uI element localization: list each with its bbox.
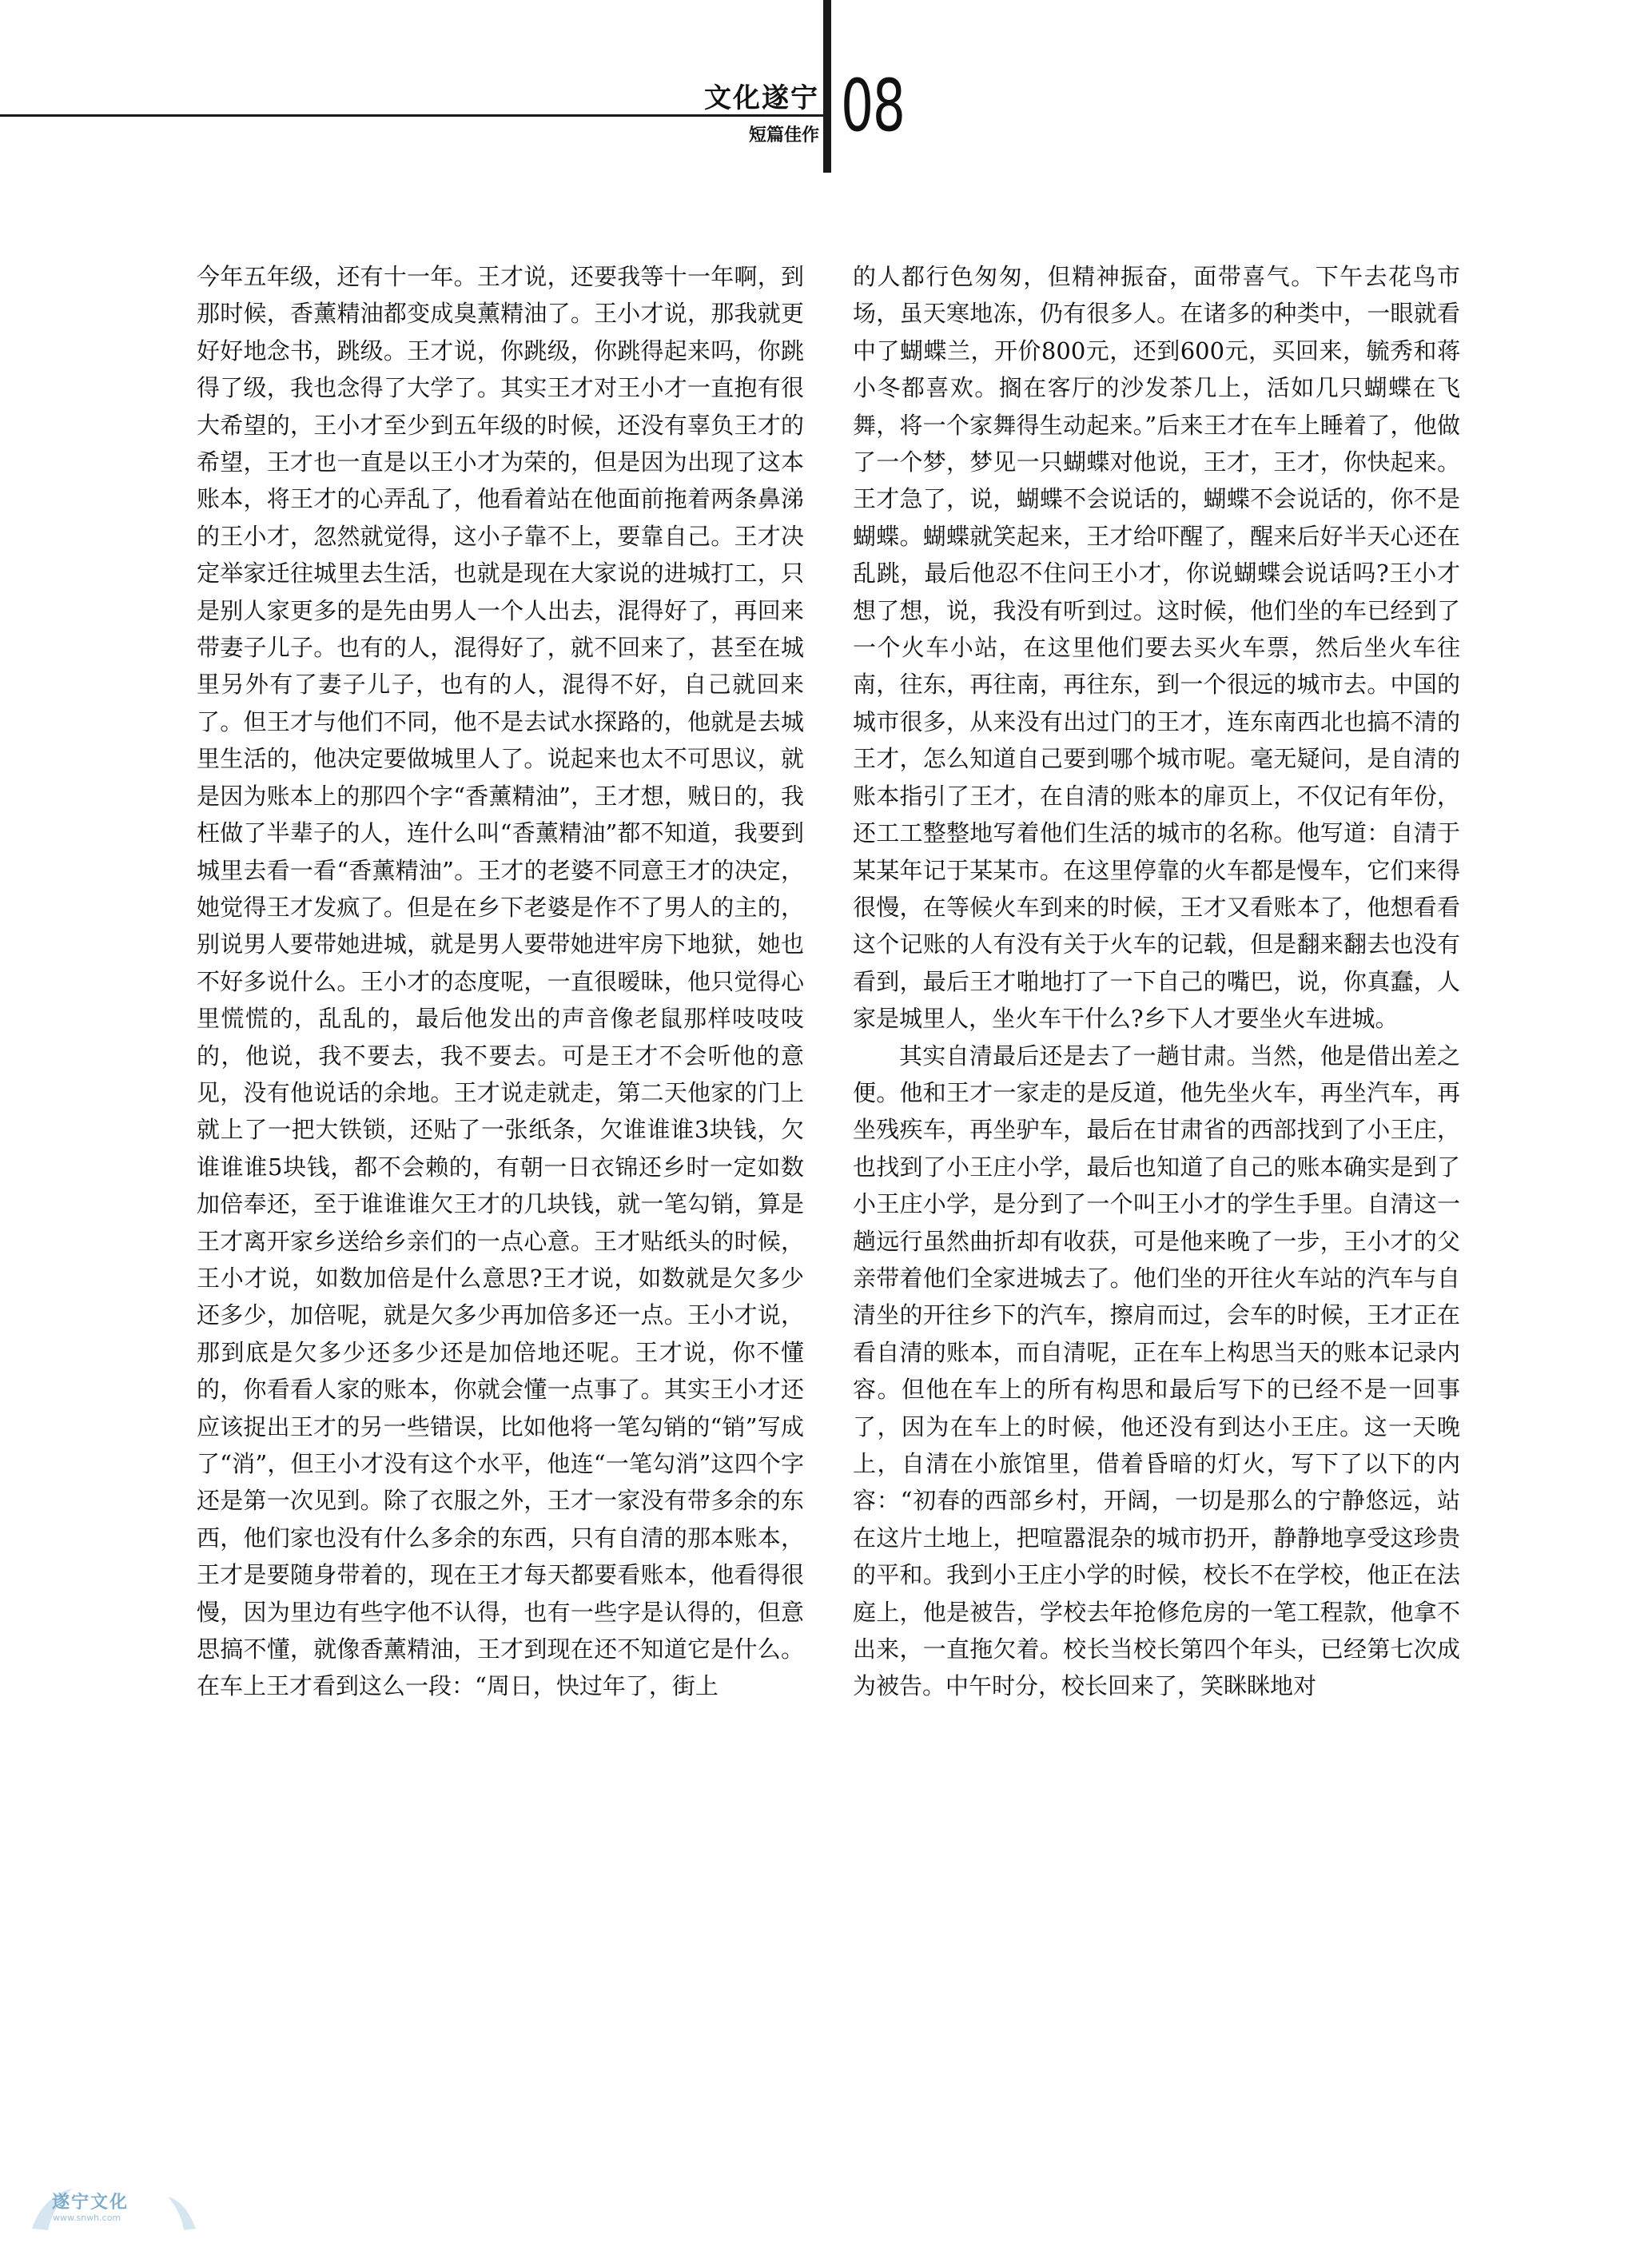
text-column-right xyxy=(853,258,1460,2017)
logo-text: 遂宁文化 xyxy=(52,2193,129,2213)
section-title: 文化遂宁 xyxy=(704,82,819,114)
page-number: 08 xyxy=(841,64,905,148)
section-subtitle: 短篇佳作 xyxy=(748,125,819,145)
text-column-left xyxy=(197,258,804,2017)
paragraph: 的人都行色匆匆，但精神振奋，面带喜气。下午去花鸟市场，虽天寒地冻，仍有很多人。在诸多的种类中，一眼就看中了蝴蝶兰，开价800元，还到600元，买回来，毓秀和蒋小冬都喜欢。搁在客厅的沙发茶几上，活如几只蝴蝶在飞舞，将一个家舞得生动起来。”后来王才在车上睡着了，他做了一个梦，梦见一只蝴蝶对他说，王才，王才，你快起来。王才急了，说，蝴蝶不会说话的，蝴蝶不会说话的，你不是蝴蝶。蝴蝶就笑起来，王才给吓醒了，醒来后好半天心还在乱跳，最后他忍不住问王小才，你说蝴蝶会说话吗?王小才想了想，说，我没有听到过。这时候，他们坐的车已经到了一个火车小站，在这里他们要去买火车票，然后坐火车往南，往东，再往南，再往东，到一个很远的城市去。中国的城市很多，从来没有出过门的王才，连东南西北也搞不清的王才，怎么知道自己要到哪个城市呢。毫无疑问，是自清的账本指引了王才，在自清的账本的扉页上，不仅记有年份，还工工整整地写着他们生活的城市的名称。他写道：自清于某某年记于某某市。在这里停靠的火车都是慢车，它们来得很慢，在等候火车到来的时候，王才又看账本了，他想看看这个记账的人有没有关于火车的记载，但是翻来翻去也没有看到，最后王才啪地打了一下自己的嘴巴，说，你真蠢，人家是城里人，坐火车干什么?乡下人才要坐火车进城。 xyxy=(853,263,1460,1033)
paragraph: 今年五年级，还有十一年。王才说，还要我等十一年啊，到那时候，香薰精油都变成臭薰精油了。王小才说，那我就更好好地念书，跳级。王才说，你跳级，你跳得起来吗，你跳得了级，我也念得了大学了。其实王才对王小才一直抱有很大希望的，王小才至少到五年级的时候，还没有辜负王才的希望，王才也一直是以王小才为荣的，但是因为出现了这本账本，将王才的心弄乱了，他看着站在他面前拖着两条鼻涕的王小才，忽然就觉得，这小子靠不上，要靠自己。王才决定举家迁往城里去生活，也就是现在大家说的进城打工，只是别人家更多的是先由男人一个人出去，混得好了，再回来带妻子儿子。也有的人，混得好了，就不回来了，甚至在城里另外有了妻子儿子，也有的人，混得不好，自己就回来了。但王才与他们不同，他不是去试水探路的，他就是去城里生活的，他决定要做城里人了。说起来也太不可思议，就是因为账本上的那四个字“香薰精油”，王才想，贼日的，我枉做了半辈子的人，连什么叫“香薰精油”都不知道，我要到城里去看一看“香薰精油”。王才的老婆不同意王才的决定，她觉得王才发疯了。但是在乡下老婆是作不了男人的主的，别说男人要带她进城，就是男人要带她进牢房下地狱，她也不好多说什么。王小才的态度呢，一直很暧昧，他只觉得心里慌慌的，乱乱的，最后他发出的声音像老鼠那样吱吱吱的，他说，我不要去，我不要去。可是王才不会听他的意见，没有他说话的余地。王才说走就走，第二天他家的门上就上了一把大铁锁，还贴了一张纸条，欠谁谁谁3块钱，欠谁谁谁5块钱，都不会赖的，有朝一日衣锦还乡时一定如数加倍奉还，至于谁谁谁欠王才的几块钱，就一笔勾销，算是王才离开家乡送给乡亲们的一点心意。王才贴纸头的时候，王小才说，如数加倍是什么意思?王才说，如数就是欠多少还多少，加倍呢，就是欠多少再加倍多还一点。王小才说，那到底是欠多少还多少还是加倍地还呢。王才说，你不懂的，你看看人家的账本，你就会懂一点事了。其实王小才还应该捉出王才的另一些错误，比如他将一笔勾销的“销”写成了“消”，但王小才没有这个水平，他连“一笔勾消”这四个字还是第一次见到。除了衣服之外，王才一家没有带多余的东西，他们家也没有什么多余的东西，只有自清的那本账本，王才是要随身带着的，现在王才每天都要看账本，他看得很慢，因为里边有些字他不认得，也有一些字是认得的，但意思搞不懂，就像香薰精油，王才到现在还不知道它是什么。在车上王才看到这么一段：“周日，快过年了，街上 xyxy=(197,263,804,1700)
paragraph: 其实自清最后还是去了一趟甘肃。当然，他是借出差之便。他和王才一家走的是反道，他先坐火车，再坐汽车，再坐残疾车，再坐驴车，最后在甘肃省的西部找到了小王庄，也找到了小王庄小学，最后也知道了自己的账本确实是到了小王庄小学，是分到了一个叫王小才的学生手里。自清这一趟远行虽然曲折却有收获，可是他来晚了一步，王小才的父亲带着他们全家进城去了。他们坐的开往火车站的汽车与自清坐的开往乡下的汽车，擦肩而过，会车的时候，王才正在看自清的账本，而自清呢，正在车上构思当天的账本记录内容。但他在车上的所有构思和最后写下的已经不是一回事了，因为在车上的时候，他还没有到达小王庄。这一天晚上，自清在小旅馆里，借着昏暗的灯火，写下了以下的内容：“初春的西部乡村，开阔，一切是那么的宁静悠远，站在这片土地上，把喧嚣混杂的城市扔开，静静地享受这珍贵的平和。我到小王庄小学的时候，校长不在学校，他正在法庭上，他是被告，学校去年抢修危房的一笔工程款，他拿不出来，一直拖欠着。校长当校长第四个年头，已经第七次成为被告。中午时分，校长回来了，笑眯眯地对 xyxy=(853,1042,1460,1700)
header-vertical-bar xyxy=(823,0,831,173)
logo-url: www.snwh.com xyxy=(53,2213,121,2223)
